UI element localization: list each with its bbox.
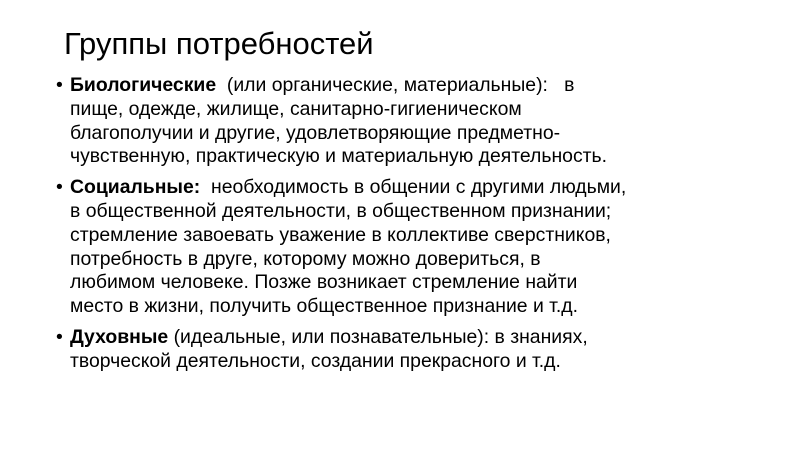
item-term: Социальные:: [70, 176, 201, 199]
list-item-spiritual: [56, 326, 746, 374]
item-line: место в жизни, получить общественное признание и т.д.: [70, 295, 578, 318]
needs-list: [56, 74, 746, 381]
item-term: Биологические: [70, 74, 217, 96]
item-line: потребность в друге, которому можно довериться, в: [70, 247, 541, 270]
item-line: в общественной деятельности, в общественном признании;: [70, 199, 612, 222]
item-line: творческой деятельности, создании прекрасного и т.д.: [70, 349, 561, 372]
item-line: [70, 326, 746, 350]
item-text: (или органические, материальные): в: [216, 74, 575, 96]
list-item-social: [56, 176, 746, 319]
item-term: Духовные: [70, 325, 169, 348]
item-line: пище, одежде, жилище, санитарно-гигиеническом: [70, 97, 522, 120]
bullet-icon: •: [56, 325, 63, 348]
list-item-biological: [56, 74, 746, 169]
slide-title: Группы потребностей: [64, 26, 374, 61]
bullet-icon: •: [56, 74, 63, 96]
item-text: (идеальные, или познавательные): в знаниях,: [168, 325, 588, 348]
item-line: стремление завоевать уважение в коллективе сверстников,: [70, 223, 611, 246]
item-text: необходимость в общении с другими людьми,: [200, 176, 627, 199]
item-line: чувственную, практическую и материальную деятельность.: [70, 145, 608, 168]
item-line: [70, 176, 746, 200]
bullet-icon: •: [56, 176, 63, 199]
item-line: благополучии и другие, удовлетворяющие предметно-: [70, 121, 561, 144]
item-line: [70, 74, 746, 98]
item-line: любимом человеке. Позже возникает стремление найти: [70, 271, 578, 294]
